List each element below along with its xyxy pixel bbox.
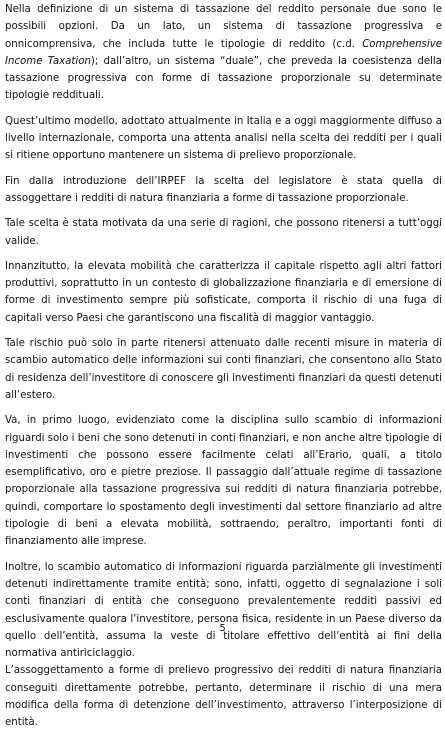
paragraph-5: Innanzitutto, la elevata mobilità che caratterizza il capitale rispetto agli altri fattori produttivi, soprattutto in un contesto di globalizzazione finanziaria e di emersione di forme di investimento sempre più sofisticate, comporta il rischio di una fuga di capitali verso Paesi che garantiscono una fiscalità di maggior vantaggio. [5, 260, 442, 324]
paragraph-3: Fin dalla introduzione dell’IRPEF la scelta del legislatore è stata quella di assoggettare i redditi di natura finanziaria a forme di tassazione proporzionale. [5, 175, 442, 204]
paragraph-1-italic-term: Comprehensive Income Taxation [5, 38, 442, 67]
paragraph-1 [5, 1, 442, 105]
paragraph-2: Quest’ultimo modello, adottato attualmente in Italia e a oggi maggiormente diffuso a livello internazionale, comporta una attenta analisi nella scelta dei redditi per i quali si ritiene opportuno mantenere un sistema di prelievo proporzionale. [5, 115, 442, 162]
paragraph-7: Va, in primo luogo, evidenziato come la disciplina sullo scambio di informazioni riguardi solo i beni che sono detenuti in conti finanziari, e non anche altre tipologie di investimenti che possono essere facilmente celati all’Erario, quali, a titolo esemplificativo, oro e pietre preziose. Il passaggio dall’attuale regime di tassazione proporzionale alla tassazione progressiva sui redditi di natura finanziaria potrebbe, quindi, comportare lo spostamento degli investimenti dal settore finanziario ad altre tipologie di beni a elevata mobilità, sottraendo, peraltro, importanti fonti di finanziamento alle imprese. [5, 415, 442, 548]
paragraph-6: Tale rischio può solo in parte ritenersi attenuato dalle recenti misure in materia di scambio automatico delle informazioni sui conti finanziari, che consentono allo Stato di residenza dell’investitore di conoscere gli investimenti finanziari da questi detenuti all’estero. [5, 338, 442, 401]
paragraph-4: Tale scelta è stata motivata da una serie di ragioni, che possono ritenersi a tutt’oggi valide. [5, 218, 442, 247]
paragraph-8: Inoltre, lo scambio automatico di informazioni riguarda parzialmente gli investimenti detenuti indirettamente tramite entità; sono, infatti, oggetto di segnalazione i soli conti finanziari di entità che conseguono prevalentemente redditi passivi ed esclusivamente qualora l’investitore, persona fisica, residente in un Paese diverso da quello dell’entità, assuma la veste di titolare effettivo dell’entità ai fini della normativa antiriciclaggio. [5, 561, 442, 660]
paragraph-1-text: Nella definizione di un sistema di tassazione del reddito personale due sono le possibili opzioni. Da un lato, un sistema di tassazione progressiva e onnicomprensiva, che includa tutte le tipologie di reddito (c.d. [5, 4, 442, 50]
paragraph-1-text-end: ); dall’altro, un sistema “duale”, che preveda la coesistenza della tassazione progressiva con forme di tassazione proporzionale su determinate tipologie reddituali. [5, 55, 442, 102]
paragraph-9: L’assoggettamento a forme di prelievo progressivo dei redditi di natura finanziaria conseguiti direttamente potrebbe, pertanto, determinare il rischio di una mera modifica della forma di detenzione dell’investimento, attraverso l’interposizione di entità. [5, 665, 442, 729]
page-number: 5 [219, 623, 226, 634]
